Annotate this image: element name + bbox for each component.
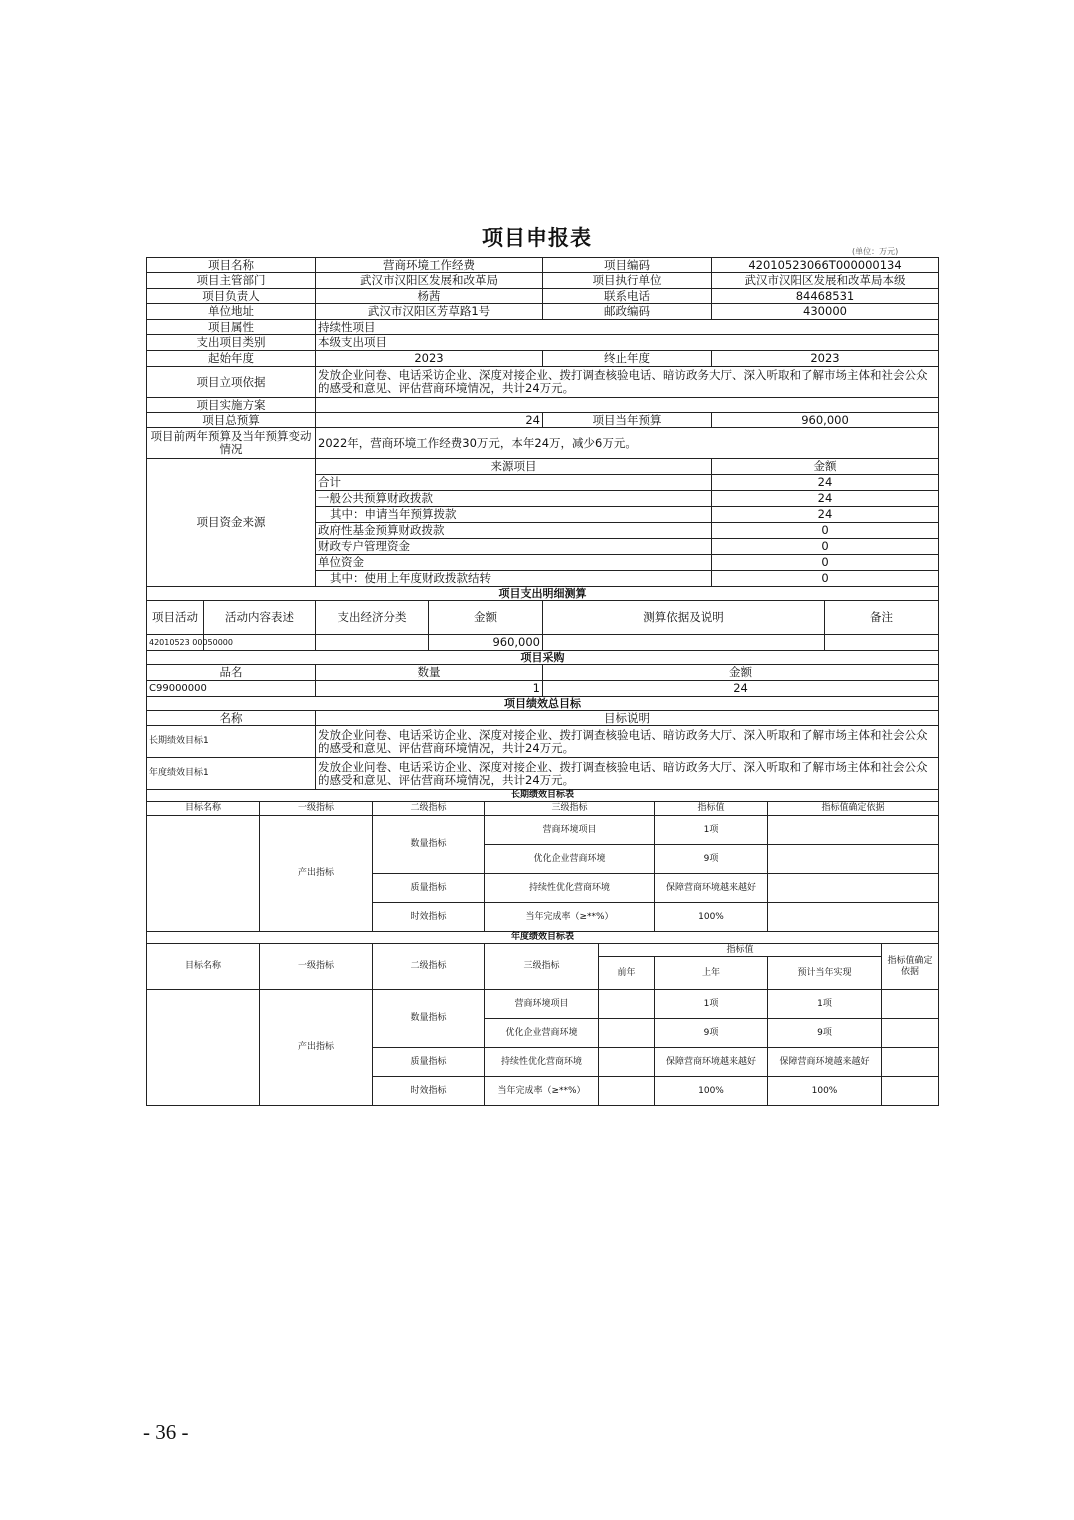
plan-value	[316, 398, 939, 413]
annual-goal-name	[147, 990, 260, 1106]
project-name-value: 营商环境工作经费	[316, 258, 543, 273]
start-year-value: 2023	[316, 351, 543, 367]
annual-basis	[882, 1048, 939, 1077]
annual-header: 三级指标	[485, 944, 599, 990]
funding-row-name: 单位资金	[316, 555, 712, 571]
budget-change-label: 项目前两年预算及当年预算变动情况	[147, 428, 316, 459]
annual-current: 100%	[768, 1077, 882, 1106]
funding-amount-header: 金额	[712, 459, 939, 475]
long-term-l3: 当年完成率（≥**%）	[485, 903, 655, 932]
address-value: 武汉市汉阳区芳草路1号	[316, 304, 543, 320]
goals-table	[146, 696, 939, 790]
expense-class	[316, 635, 429, 651]
long-term-value: 保障营商环境越来越好	[655, 874, 768, 903]
expense-header: 项目活动	[147, 601, 204, 635]
expense-note	[825, 635, 939, 651]
long-term-l3: 持续性优化营商环境	[485, 874, 655, 903]
procurement-header: 数量	[316, 665, 543, 681]
expense-table	[146, 586, 939, 651]
annual-l3: 营商环境项目	[485, 990, 599, 1019]
dept-value: 武汉市汉阳区发展和改革局	[316, 273, 543, 289]
long-term-basis	[768, 903, 939, 932]
unit-note: (单位：万元)	[852, 247, 899, 256]
page-title: 项目申报表	[482, 225, 592, 250]
annual-section-title: 年度绩效目标表	[147, 932, 939, 944]
long-term-header: 一级指标	[260, 802, 373, 816]
expense-basis	[543, 635, 825, 651]
project-name-label: 项目名称	[147, 258, 316, 273]
annual-sub-header: 上年	[655, 957, 768, 990]
postcode-value: 430000	[712, 304, 939, 320]
annual-current: 保障营商环境越来越好	[768, 1048, 882, 1077]
current-budget-value: 960,000	[712, 413, 939, 428]
annual-l3: 持续性优化营商环境	[485, 1048, 599, 1077]
goals-desc-header: 目标说明	[316, 711, 939, 726]
current-budget-label: 项目当年预算	[543, 413, 712, 428]
funding-row-name: 一般公共预算财政拨款	[316, 491, 712, 507]
annual-prev1: 9项	[655, 1019, 768, 1048]
funding-row-amount: 24	[712, 507, 939, 523]
long-term-quantity: 数量指标	[373, 816, 485, 874]
funding-row-amount: 0	[712, 555, 939, 571]
funding-row-amount: 24	[712, 475, 939, 491]
long-term-goal-name	[147, 816, 260, 932]
annual-timeliness: 时效指标	[373, 1077, 485, 1106]
expense-header: 备注	[825, 601, 939, 635]
annual-header: 目标名称	[147, 944, 260, 990]
annual-basis	[882, 1019, 939, 1048]
start-year-label: 起始年度	[147, 351, 316, 367]
annual-quality: 质量指标	[373, 1048, 485, 1077]
budget-change-value: 2022年，营商环境工作经费30万元，本年24万，减少6万元。	[316, 428, 939, 459]
basis-value: 发放企业问卷、电话采访企业、深度对接企业、拨打调查核验电话、暗访政务大厅、深入听取和了解市场主体和社会公众的感受和意见、评估营商环境情况，共计24万元。	[316, 367, 939, 398]
phone-label: 联系电话	[543, 289, 712, 304]
procurement-amount: 24	[543, 681, 939, 697]
annual-l3: 优化企业营商环境	[485, 1019, 599, 1048]
annual-prev2	[599, 1048, 655, 1077]
exec-unit-value: 武汉市汉阳区发展和改革局本级	[712, 273, 939, 289]
annual-sub-header: 前年	[599, 957, 655, 990]
long-term-timeliness: 时效指标	[373, 903, 485, 932]
annual-current: 9项	[768, 1019, 882, 1048]
goal-desc: 发放企业问卷、电话采访企业、深度对接企业、拨打调查核验电话、暗访政务大厅、深入听取和了解市场主体和社会公众的感受和意见、评估营商环境情况，共计24万元。	[316, 726, 939, 758]
long-term-basis	[768, 816, 939, 845]
annual-prev1: 1项	[655, 990, 768, 1019]
procurement-table	[146, 650, 939, 697]
funding-row-name: 其中：使用上年度财政拨款结转	[316, 571, 712, 587]
exec-unit-label: 项目执行单位	[543, 273, 712, 289]
expense-activity-code: 42010523 00050000	[147, 635, 204, 651]
long-term-value: 9项	[655, 845, 768, 874]
annual-value-header: 指标值	[599, 944, 882, 957]
funding-row-amount: 24	[712, 491, 939, 507]
procurement-qty: 1	[316, 681, 543, 697]
annual-prev1: 100%	[655, 1077, 768, 1106]
goal-name: 长期绩效目标1	[147, 726, 316, 758]
annual-sub-header: 预计当年实现	[768, 957, 882, 990]
expense-header: 金额	[429, 601, 543, 635]
attr-value: 持续性项目	[316, 320, 939, 335]
total-budget-value: 24	[316, 413, 543, 428]
procurement-section-title: 项目采购	[147, 651, 939, 665]
long-term-header: 指标值	[655, 802, 768, 816]
long-term-header: 目标名称	[147, 802, 260, 816]
annual-table	[146, 931, 939, 1106]
funding-source-header: 来源项目	[316, 459, 712, 475]
project-code-value: 42010523066T000000134	[712, 258, 939, 273]
attr-label: 项目属性	[147, 320, 316, 335]
annual-header: 一级指标	[260, 944, 373, 990]
page-number: - 36 -	[143, 1420, 189, 1444]
procurement-header: 金额	[543, 665, 939, 681]
goal-name: 年度绩效目标1	[147, 758, 316, 790]
long-term-header: 二级指标	[373, 802, 485, 816]
total-budget-label: 项目总预算	[147, 413, 316, 428]
long-term-section-title: 长期绩效目标表	[147, 790, 939, 802]
annual-header: 二级指标	[373, 944, 485, 990]
funding-row-amount: 0	[712, 523, 939, 539]
goals-section-title: 项目绩效总目标	[147, 697, 939, 711]
annual-level1: 产出指标	[260, 990, 373, 1106]
funding-row-name: 政府性基金预算财政拨款	[316, 523, 712, 539]
goals-name-header: 名称	[147, 711, 316, 726]
funding-row-amount: 0	[712, 539, 939, 555]
funding-row-amount: 0	[712, 571, 939, 587]
annual-prev2	[599, 1019, 655, 1048]
basis-label: 项目立项依据	[147, 367, 316, 398]
category-label: 支出项目类别	[147, 335, 316, 351]
leader-value: 杨茜	[316, 289, 543, 304]
funding-row-name: 合计	[316, 475, 712, 491]
plan-label: 项目实施方案	[147, 398, 316, 413]
long-term-header: 三级指标	[485, 802, 655, 816]
expense-amount: 960,000	[429, 635, 543, 651]
expense-header: 测算依据及说明	[543, 601, 825, 635]
annual-prev2	[599, 1077, 655, 1106]
procurement-item-name: C99000000	[147, 681, 316, 697]
annual-basis	[882, 1077, 939, 1106]
funding-table	[146, 458, 939, 587]
annual-prev1: 保障营商环境越来越好	[655, 1048, 768, 1077]
procurement-header: 品名	[147, 665, 316, 681]
expense-header: 支出经济分类	[316, 601, 429, 635]
end-year-value: 2023	[712, 351, 939, 367]
postcode-label: 邮政编码	[543, 304, 712, 320]
long-term-basis	[768, 874, 939, 903]
annual-prev2	[599, 990, 655, 1019]
annual-l3: 当年完成率（≥**%）	[485, 1077, 599, 1106]
basic-info-table	[146, 257, 939, 459]
application-form	[146, 257, 938, 1106]
annual-current: 1项	[768, 990, 882, 1019]
dept-label: 项目主管部门	[147, 273, 316, 289]
funding-row-name: 其中：申请当年预算拨款	[316, 507, 712, 523]
annual-quantity: 数量指标	[373, 990, 485, 1048]
funding-row-name: 财政专户管理资金	[316, 539, 712, 555]
funding-label: 项目资金来源	[147, 459, 316, 587]
leader-label: 项目负责人	[147, 289, 316, 304]
expense-section-title: 项目支出明细测算	[147, 587, 939, 601]
long-term-table	[146, 789, 939, 932]
long-term-quality: 质量指标	[373, 874, 485, 903]
long-term-l3: 营商环境项目	[485, 816, 655, 845]
phone-value: 84468531	[712, 289, 939, 304]
address-label: 单位地址	[147, 304, 316, 320]
category-value: 本级支出项目	[316, 335, 939, 351]
annual-basis	[882, 990, 939, 1019]
expense-header: 活动内容表述	[204, 601, 316, 635]
long-term-value: 1项	[655, 816, 768, 845]
project-code-label: 项目编码	[543, 258, 712, 273]
end-year-label: 终止年度	[543, 351, 712, 367]
annual-basis-header: 指标值确定依据	[882, 944, 939, 990]
long-term-level1: 产出指标	[260, 816, 373, 932]
long-term-l3: 优化企业营商环境	[485, 845, 655, 874]
long-term-basis	[768, 845, 939, 874]
long-term-value: 100%	[655, 903, 768, 932]
goal-desc: 发放企业问卷、电话采访企业、深度对接企业、拨打调查核验电话、暗访政务大厅、深入听取和了解市场主体和社会公众的感受和意见、评估营商环境情况，共计24万元。	[316, 758, 939, 790]
long-term-header: 指标值确定依据	[768, 802, 939, 816]
